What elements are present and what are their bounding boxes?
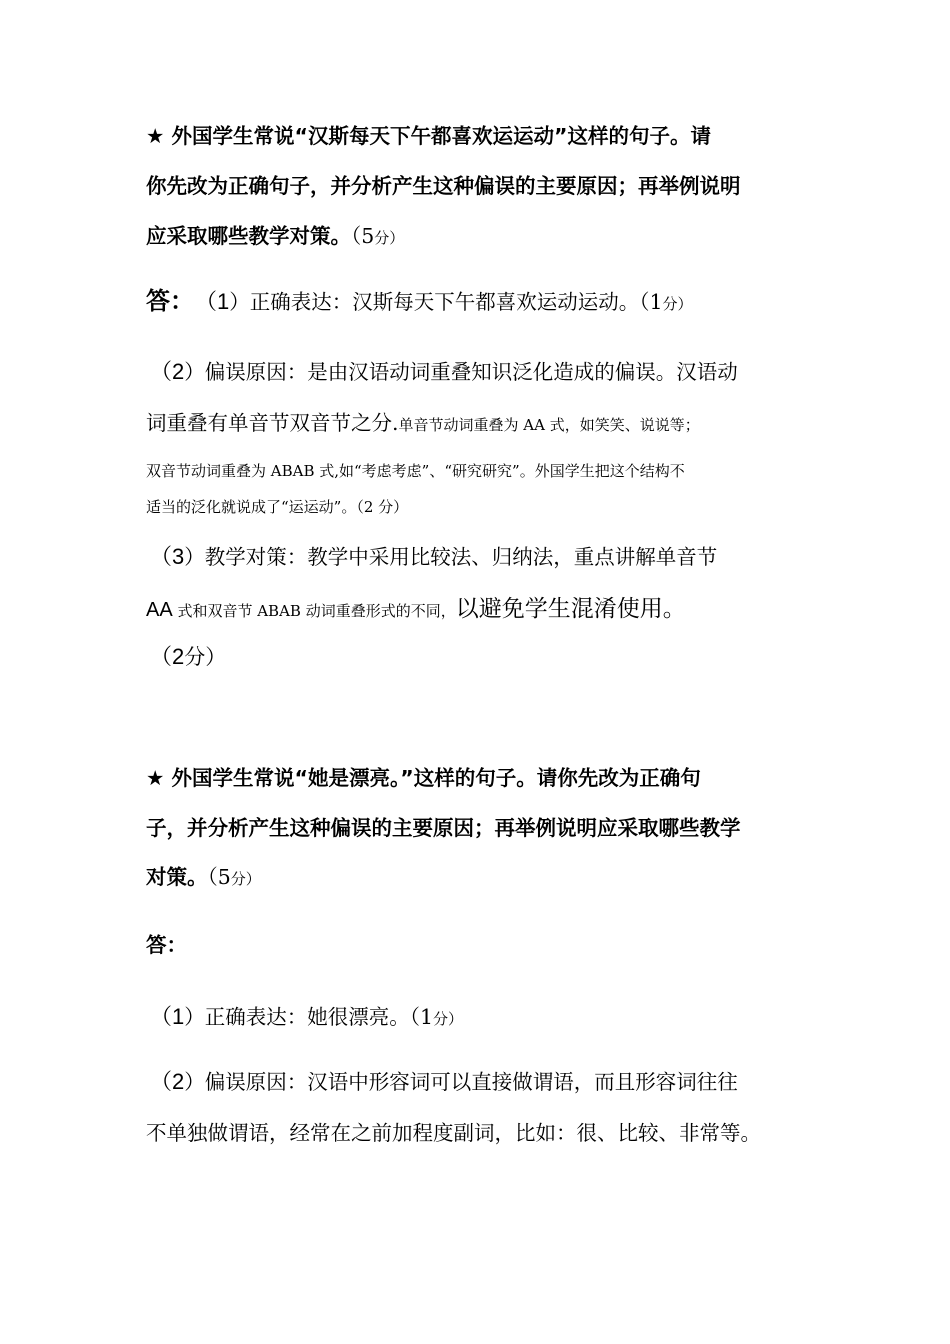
- question-1-line-2: 你先改为正确句子，并分析产生这种偏误的主要原因；再举例说明: [146, 174, 741, 198]
- answer-2-part-2-line-2: 不单独做谓语，经常在之前加程度副词，比如：很、比较、非常等。: [146, 1121, 761, 1145]
- answer-1-part-2-line-4: 适当的泛化就说成了“运运动”。（2 分）: [146, 498, 409, 516]
- question-1-line-3: 应采取哪些教学对策。（5分）: [146, 224, 405, 248]
- question-1-line-1: ★ 外国学生常说“汉斯每天下午都喜欢运运动”这样的句子。请: [146, 124, 711, 148]
- answer-1-part-2-line-1: （2）偏误原因：是由汉语动词重叠知识泛化造成的偏误。汉语动: [150, 359, 738, 384]
- answer-2-part-1: （1）正确表达：她很漂亮。（1分）: [150, 1004, 464, 1029]
- answer-label: 答：: [146, 287, 194, 315]
- answer-1-part-1: 答： （1）正确表达：汉斯每天下午都喜欢运动运动。（1分）: [146, 287, 693, 315]
- answer-1-part-2-line-3: 双音节动词重叠为 ABAB 式,如“考虑考虑”、“研究研究”。外国学生把这个结构不: [146, 462, 685, 480]
- answer-label: 答：: [146, 933, 187, 957]
- star-icon: ★: [146, 766, 165, 790]
- answer-1-part-3-line-1: （3）教学对策：教学中采用比较法、归纳法，重点讲解单音节: [150, 544, 718, 569]
- answer-2-part-2-line-1: （2）偏误原因：汉语中形容词可以直接做谓语，而且形容词往往: [150, 1069, 738, 1094]
- answer-1-part-3-line-2: AA 式和双音节 ABAB 动词重叠形式的不同，以避免学生混淆使用。: [146, 596, 686, 622]
- question-2-line-2: 子，并分析产生这种偏误的主要原因；再举例说明应采取哪些教学: [146, 816, 741, 840]
- answer-1-part-3-line-3: （2分）: [150, 644, 227, 669]
- question-2-line-1: ★ 外国学生常说“她是漂亮。”这样的句子。请你先改为正确句: [146, 766, 701, 790]
- question-2-line-3: 对策。（5分）: [146, 865, 261, 889]
- answer-1-part-2-line-2: 词重叠有单音节双音节之分.单音节动词重叠为 AA 式，如笑笑、说说等；: [146, 411, 700, 435]
- star-icon: ★: [146, 124, 165, 148]
